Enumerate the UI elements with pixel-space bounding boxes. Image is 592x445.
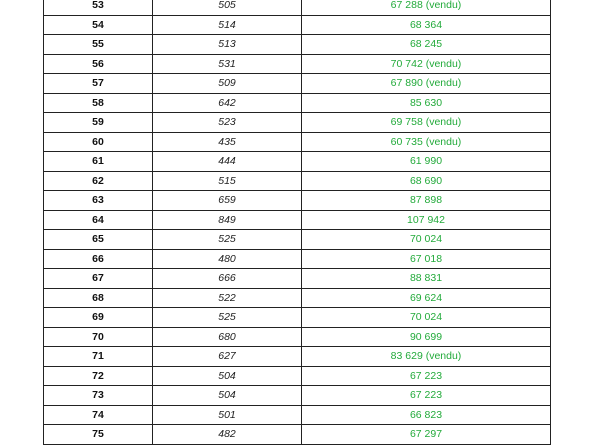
- price-cell: 90 699: [302, 327, 551, 347]
- table-row: [44, 15, 551, 35]
- table-row: [44, 132, 551, 152]
- lot-number-cell: 68: [44, 288, 153, 308]
- table-row: [44, 74, 551, 94]
- price-cell: 107 942: [302, 210, 551, 230]
- price-cell: 87 898: [302, 191, 551, 211]
- lots-table-body: [44, 0, 551, 444]
- price-cell: 67 223: [302, 386, 551, 406]
- surface-cell: 849: [153, 210, 302, 230]
- lot-number-cell: 59: [44, 113, 153, 133]
- surface-cell: 525: [153, 230, 302, 250]
- price-cell: 67 018: [302, 249, 551, 269]
- surface-cell: 531: [153, 54, 302, 74]
- surface-cell: 627: [153, 347, 302, 367]
- table-row: [44, 366, 551, 386]
- lot-number-cell: 66: [44, 249, 153, 269]
- table-row: [44, 405, 551, 425]
- table-row: [44, 386, 551, 406]
- lot-number-cell: 62: [44, 171, 153, 191]
- surface-cell: 509: [153, 74, 302, 94]
- lot-number-cell: 71: [44, 347, 153, 367]
- surface-cell: 523: [153, 113, 302, 133]
- price-cell: 69 758 (vendu): [302, 113, 551, 133]
- price-cell: 69 624: [302, 288, 551, 308]
- price-cell: 88 831: [302, 269, 551, 289]
- lot-number-cell: 67: [44, 269, 153, 289]
- table-row: [44, 54, 551, 74]
- price-cell: 61 990: [302, 152, 551, 172]
- surface-cell: 642: [153, 93, 302, 113]
- table-row: [44, 152, 551, 172]
- surface-cell: 515: [153, 171, 302, 191]
- table-row: [44, 288, 551, 308]
- price-cell: 68 690: [302, 171, 551, 191]
- table-row: [44, 113, 551, 133]
- table-row: [44, 0, 551, 15]
- lot-number-cell: 69: [44, 308, 153, 328]
- surface-cell: 504: [153, 366, 302, 386]
- surface-cell: 444: [153, 152, 302, 172]
- surface-cell: 504: [153, 386, 302, 406]
- price-cell: 68 364: [302, 15, 551, 35]
- price-cell: 67 890 (vendu): [302, 74, 551, 94]
- surface-cell: 666: [153, 269, 302, 289]
- table-row: [44, 425, 551, 445]
- price-cell: 83 629 (vendu): [302, 347, 551, 367]
- surface-cell: 680: [153, 327, 302, 347]
- price-cell: 66 823: [302, 405, 551, 425]
- surface-cell: 525: [153, 308, 302, 328]
- lot-number-cell: 53: [44, 0, 153, 15]
- lots-table-container: [43, 0, 550, 445]
- lot-number-cell: 55: [44, 35, 153, 55]
- lot-number-cell: 74: [44, 405, 153, 425]
- surface-cell: 480: [153, 249, 302, 269]
- table-row: [44, 269, 551, 289]
- price-cell: 70 024: [302, 230, 551, 250]
- table-row: [44, 191, 551, 211]
- lots-table: [43, 0, 551, 445]
- surface-cell: 505: [153, 0, 302, 15]
- table-row: [44, 93, 551, 113]
- price-cell: 60 735 (vendu): [302, 132, 551, 152]
- table-row: [44, 35, 551, 55]
- price-cell: 85 630: [302, 93, 551, 113]
- table-row: [44, 249, 551, 269]
- price-cell: 70 024: [302, 308, 551, 328]
- table-row: [44, 171, 551, 191]
- price-cell: 68 245: [302, 35, 551, 55]
- lot-number-cell: 70: [44, 327, 153, 347]
- lot-number-cell: 65: [44, 230, 153, 250]
- price-cell: 67 297: [302, 425, 551, 445]
- table-row: [44, 308, 551, 328]
- lot-number-cell: 64: [44, 210, 153, 230]
- lot-number-cell: 60: [44, 132, 153, 152]
- surface-cell: 501: [153, 405, 302, 425]
- surface-cell: 482: [153, 425, 302, 445]
- surface-cell: 435: [153, 132, 302, 152]
- lot-number-cell: 75: [44, 425, 153, 445]
- table-row: [44, 230, 551, 250]
- surface-cell: 522: [153, 288, 302, 308]
- surface-cell: 514: [153, 15, 302, 35]
- table-row: [44, 347, 551, 367]
- lot-number-cell: 57: [44, 74, 153, 94]
- lot-number-cell: 61: [44, 152, 153, 172]
- lot-number-cell: 63: [44, 191, 153, 211]
- price-cell: 67 288 (vendu): [302, 0, 551, 15]
- surface-cell: 513: [153, 35, 302, 55]
- price-cell: 70 742 (vendu): [302, 54, 551, 74]
- lot-number-cell: 54: [44, 15, 153, 35]
- price-cell: 67 223: [302, 366, 551, 386]
- table-row: [44, 327, 551, 347]
- lot-number-cell: 73: [44, 386, 153, 406]
- lot-number-cell: 72: [44, 366, 153, 386]
- table-row: [44, 210, 551, 230]
- lot-number-cell: 56: [44, 54, 153, 74]
- surface-cell: 659: [153, 191, 302, 211]
- lot-number-cell: 58: [44, 93, 153, 113]
